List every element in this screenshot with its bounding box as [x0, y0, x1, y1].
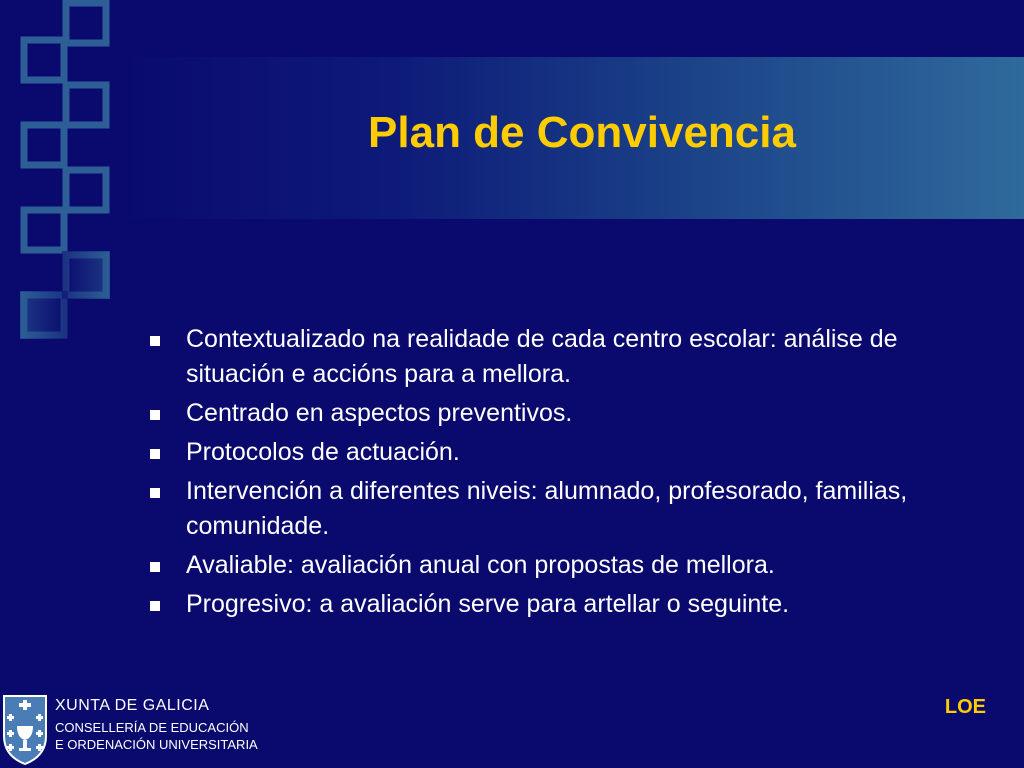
- chain-squares-decoration: [0, 0, 130, 345]
- xunta-coat-of-arms-icon: [0, 690, 50, 768]
- list-item-text: Avaliable: avaliación anual con propostas de mellora.: [186, 551, 775, 579]
- list-item-text: Protocolos de actuación.: [186, 438, 460, 466]
- list-item: [148, 396, 988, 431]
- list-item: [148, 587, 988, 622]
- bullet-list: [148, 322, 988, 626]
- list-item: [148, 322, 988, 392]
- list-item: [148, 548, 988, 583]
- law-tag: LOE: [944, 696, 986, 718]
- org-name-line3: E ORDENACIÓN UNIVERSITARIA: [55, 737, 258, 752]
- square-bullet-icon: [150, 410, 160, 420]
- slide-title: Plan de Convivencia: [368, 108, 796, 157]
- list-item: [148, 474, 988, 544]
- list-item-text: Progresivo: a avaliación serve para artellar o seguinte.: [186, 590, 790, 618]
- square-bullet-icon: [150, 449, 160, 459]
- org-name-line1: XUNTA DE GALICIA: [55, 697, 210, 714]
- list-item-text: Contextualizado na realidade de cada centro escolar: análise de situación e accións para a mellora.: [186, 325, 898, 388]
- list-item-text: Intervención a diferentes niveis: alumnado, profesorado, familias, comunidade.: [186, 477, 908, 540]
- list-item: [148, 435, 988, 470]
- square-bullet-icon: [150, 601, 160, 611]
- square-bullet-icon: [150, 562, 160, 572]
- org-name-line2: CONSELLERÍA DE EDUCACIÓN: [55, 720, 249, 735]
- organization-name: [55, 696, 258, 753]
- list-item-text: Centrado en aspectos preventivos.: [186, 399, 573, 427]
- square-bullet-icon: [150, 488, 160, 498]
- square-bullet-icon: [150, 336, 160, 346]
